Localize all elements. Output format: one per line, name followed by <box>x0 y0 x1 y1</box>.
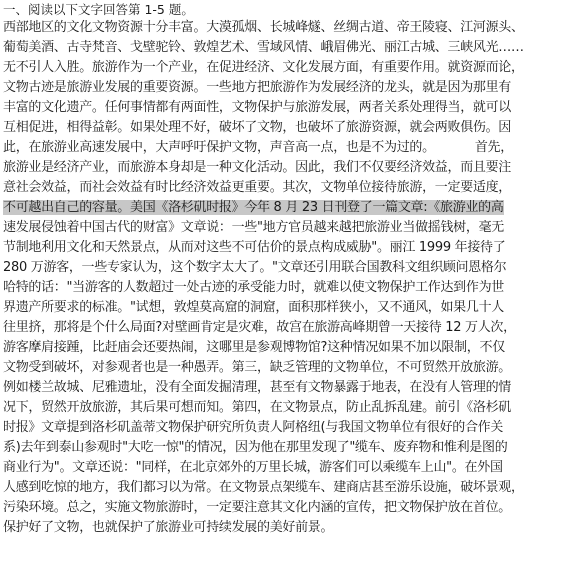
passage-line: 文物古迹是旅游业发展的重要资源。一些地方把旅游作为发展经济的龙头，就是因为那里有 <box>3 80 512 95</box>
passage-line: 此，在旅游业高速发展中，大声呼吁保护文物，声音高一点，也是不为过的。 首先， <box>3 140 513 155</box>
passage-line: 西部地区的文化文物资源十分丰富。大漠孤烟、长城峰燧、丝绸古道、帝王陵寝、江河源头、 <box>3 20 524 35</box>
passage-line: 游客摩肩接踵，比赶庙会还要热闹，这哪里是参观博物馆?这种情况如果不加以限制，不仅 <box>3 340 505 355</box>
passage-line: 文物受到破坏，对参观者也是一种愚弄。第三，缺乏管理的文物单位，不可贸然开放旅游。 <box>3 360 512 375</box>
passage-line: 速发展侵蚀着中国古代的财富》文章说：一些"地方官员越来越把旅游业当做摇钱树，毫无 <box>3 220 504 235</box>
question-heading: 一、阅读以下文字回答第 1-5 题。 <box>3 2 194 17</box>
passage-line: 界遗产所要求的标准。"试想，敦煌莫高窟的洞窟，面积那样狭小，又不通风，如果几十人 <box>3 300 504 315</box>
passage-line: 丰富的文化遗产。任何事情都有两面性，文物保护与旅游发展，两者关系处理得当，就可以 <box>3 100 512 115</box>
passage-line: 系)去年到泰山参观时"大吃一惊"的情况，因为他在那里发现了"缆车、废弃物和惟利是图的 <box>3 440 508 455</box>
passage-line: 况下，贸然开放旅游，其后果可想而知。第四，在文物景点，防止乱拆乱建。前引《洛杉矶 <box>3 400 512 415</box>
passage-line: 时报》文章提到洛杉矶盖蒂文物保护研究所负责人阿格纽(与我国文物单位有很好的合作关 <box>3 420 504 435</box>
passage-line: 往里挤，那将是个什么局面?对壁画肯定是灾难，故宫在旅游高峰期曾一天接待 12 万人次， <box>3 320 516 335</box>
passage-line: 无不引人入胜。旅游作为一个产业，在促进经济、文化发展方面，有重要作用。就资源而论， <box>3 60 524 75</box>
passage-line: 旅游业是经济产业，而旅游本身却是一种文化活动。因此，我们不仅要经济效益，而且要注 <box>3 160 512 175</box>
passage-line: 280 万游客，一些专家认为，这个数字太大了。"文章还引用联合国教科文组织顾问恩格尔 <box>3 260 507 275</box>
text-highlight: 不可越出自己的容量。美国《洛杉矶时报》今年 8 月 23 日刊登了一篇文章:《旅游业的高 <box>3 200 504 215</box>
passage-line-highlighted <box>3 198 504 218</box>
passage-line: 人感到吃惊的地方，我们都习以为常。在文物景点架缆车、建商店甚至游乐设施，破坏景观， <box>3 480 524 495</box>
passage-line: 意社会效益，而社会效益有时比经济效益更重要。其次，文物单位接待旅游，一定要适度， <box>3 180 512 195</box>
passage-line: 商业行为"。文章还说："同样，在北京郊外的万里长城，游客们可以乘缆车上山"。在外国 <box>3 460 503 475</box>
passage-line: 葡萄美酒、古寺梵音、戈壁驼铃、敦煌艺术、雪域风情、峨眉佛光、丽江古城、三峡风光…… <box>3 40 524 55</box>
passage-line: 节制地利用文化和天然景点，从而对这些不可估价的景点构成威胁"。丽江 1999 年接待了 <box>3 240 506 255</box>
passage-line: 污染环境。总之，实施文物旅游时，一定要注意其文化内涵的宣传，把文物保护放在首位。 <box>3 500 512 515</box>
passage-line: 哈特的话："当游客的人数超过一处古迹的承受能力时，就难以使文物保护工作达到作为世 <box>3 280 504 295</box>
passage-line: 互相促进，相得益彰。如果处理不好，破坏了文物，也破坏了旅游资源，就会两败俱伤。因 <box>3 120 512 135</box>
passage-line: 例如楼兰故城、尼雅遗址，没有全面发掘清理，甚至有文物暴露于地表，在没有人管理的情 <box>3 380 512 395</box>
passage-line: 保护好了文物，也就保护了旅游业可持续发展的美好前景。 <box>3 520 334 535</box>
